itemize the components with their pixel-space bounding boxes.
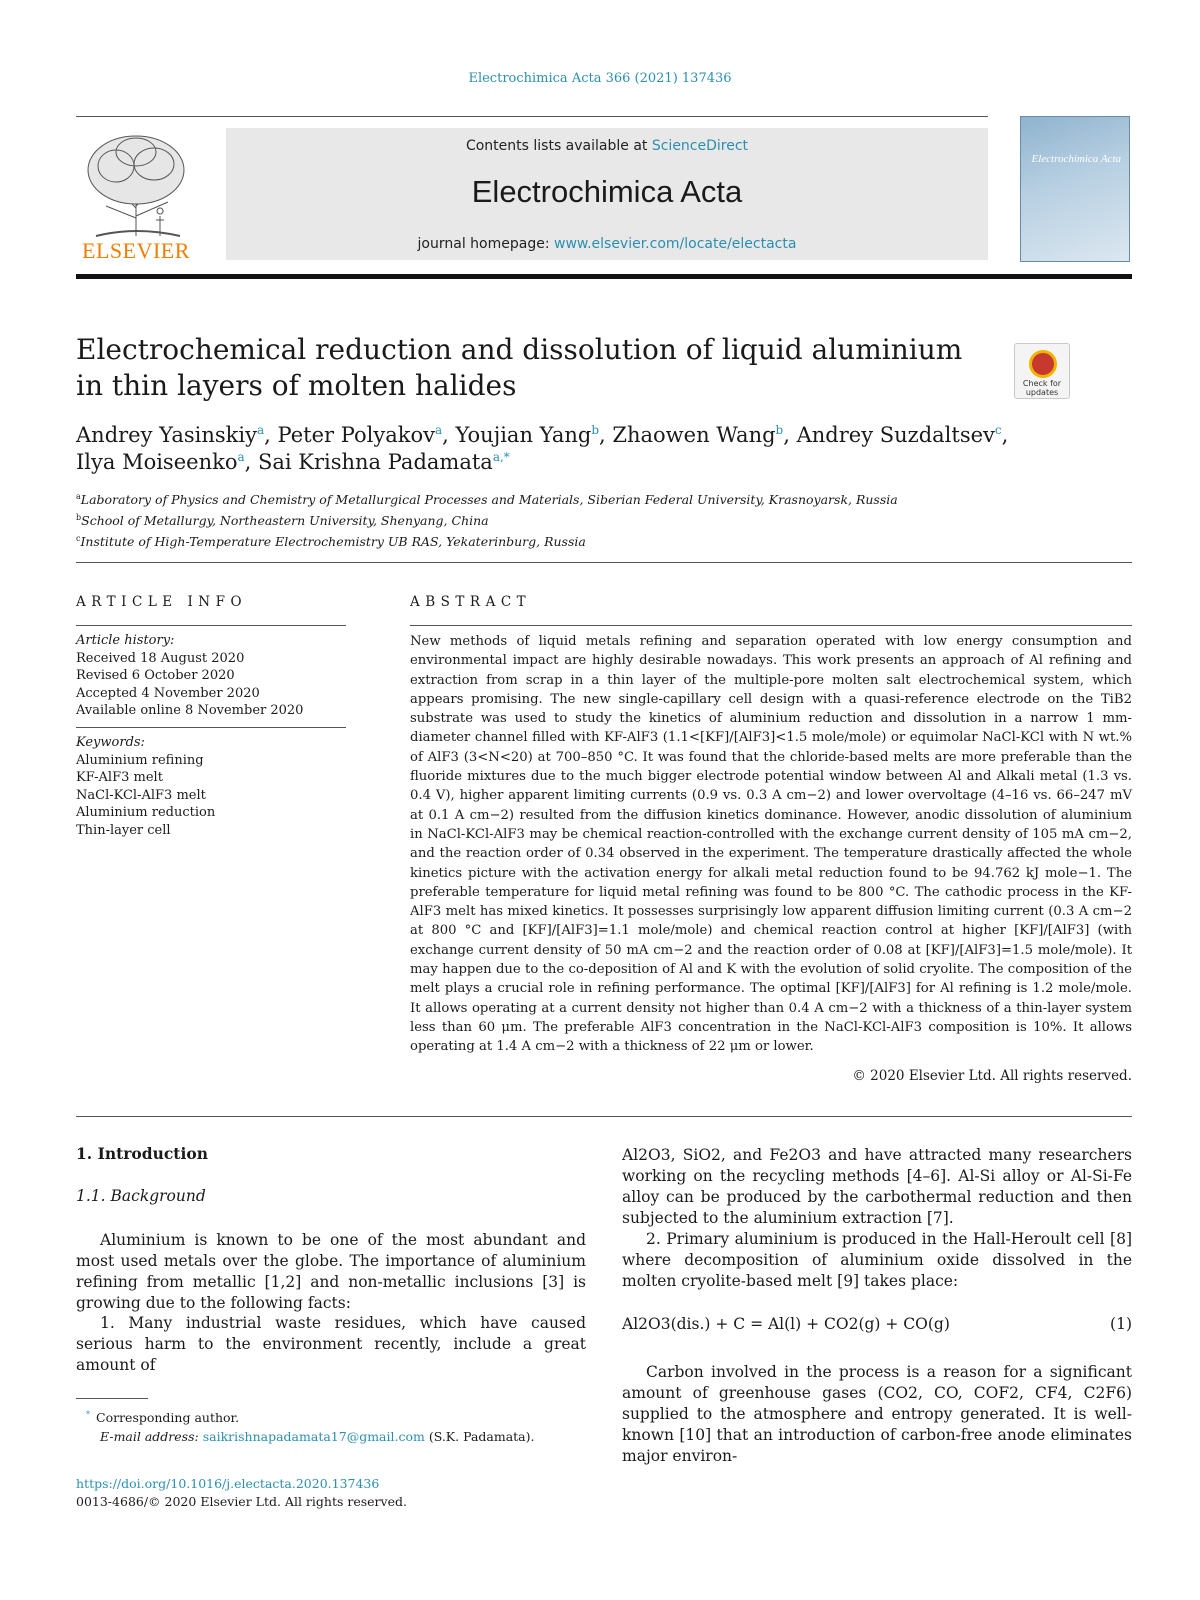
journal-citation[interactable]: Electrochimica Acta 366 (2021) 137436 [468,71,732,86]
email-link[interactable]: saikrishnapadamata17@gmail.com [202,1429,425,1445]
article-info-heading: ARTICLE INFO [76,594,248,610]
body-divider [76,1116,1132,1117]
author-name[interactable]: Andrey Suzdaltsev [796,423,995,447]
author-name[interactable]: Sai Krishna Padamata [257,450,493,474]
contents-line [226,138,988,154]
author-name[interactable]: Zhaowen Wang [612,423,776,447]
keyword-item: KF-AlF3 melt [76,770,163,786]
online-date: Available online 8 November 2020 [76,703,304,719]
affiliation-mark: a [76,492,81,501]
abstract-divider [410,625,1132,626]
author-name[interactable]: Andrey Yasinskiy [76,423,257,447]
author-name[interactable]: Peter Polyakov [277,423,435,447]
affiliation-list [76,488,1076,551]
journal-cover-thumbnail[interactable] [1020,116,1130,262]
author-name[interactable]: Youjian Yang [455,423,592,447]
body-paragraph: 2. Primary aluminium is produced in the Hall-Heroult cell [8] where decomposition of aluminium oxide dissolved in the molten cryolite-based melt [9] takes place: [622,1230,1132,1290]
affiliation-text: Institute of High-Temperature Electrochemistry UB RAS, Yekaterinburg, Russia [80,534,586,550]
keyword-item: NaCl-KCl-AlF3 melt [76,787,206,803]
abstract-heading: ABSTRACT [410,594,532,610]
author-affiliation-mark[interactable]: a [257,423,265,437]
doi-link[interactable]: https://doi.org/10.1016/j.electacta.2020.137436 [76,1476,380,1491]
author-list: Andrey Yasinskiy$^a$, Peter Polyakov$^a$, Youjian Yang$^b$, Zhaowen Wang$^b$, Andrey Suzdaltsev$^c$, Ilya Moiseenko$^a$, Sai Krishna Padamata$^{a,*}$ [76,423,1009,474]
body-paragraph: Al2O3, SiO2, and Fe2O3 and have attracted many researchers working on the recycling methods [4–6]. Al-Si alloy or Al-Si-Fe alloy can be produced by the carbothermal reduction and then subjected to the aluminium extraction [7]. [622,1146,1132,1227]
contents-prefix: Contents lists available at [465,138,652,154]
body-paragraph: Aluminium is known to be one of the most abundant and most used metals over the globe. The importance of aluminium refining from metallic [1,2] and non-metallic inclusions [3] is growing due to the following facts: [76,1231,586,1312]
cover-title: Electrochimica Acta [1031,153,1121,165]
issn-copyright: 0013-4686/© 2020 Elsevier Ltd. All rights reserved. [76,1494,407,1509]
affiliation-item [76,488,1076,509]
accepted-date: Accepted 4 November 2020 [76,685,260,701]
homepage-link[interactable]: www.elsevier.com/locate/electacta [554,236,797,252]
sciencedirect-link[interactable]: ScienceDirect [651,138,749,154]
article-history [76,632,346,720]
body-paragraph: 1. Many industrial waste residues, which have caused serious harm to the environment recently, include a great amount of [76,1314,586,1374]
section-heading: 1. Introduction [76,1144,208,1163]
affiliation-mark: b [76,513,82,523]
check-for-updates-badge[interactable] [1014,343,1070,399]
journal-name: Electrochimica Acta [471,174,743,209]
affiliation-item [76,530,1076,551]
abstract-copyright: © 2020 Elsevier Ltd. All rights reserved. [852,1068,1132,1084]
equation-1 [622,1312,1132,1336]
author-affiliation-mark[interactable]: b [775,423,784,437]
history-label: Article history: [76,633,175,648]
homepage-prefix: journal homepage: [417,236,554,252]
footnote-mark: * [86,1410,90,1419]
footnote-divider [76,1398,148,1399]
keywords-divider [76,727,346,728]
footnotes [76,1405,586,1446]
affiliation-mark: c [76,534,81,544]
affiliation-divider [76,562,1132,563]
header-thick-rule [76,274,1132,279]
elsevier-wordmark: ELSEVIER [82,238,190,263]
abstract-text: New methods of liquid metals refining and separation operated with low energy consumption and environmental impact are highly desirable nowadays. This work presents an approach of Al refining and extraction from scrap in a thin layer of the multiple-pore molten salt electrochemical system, which appears promising. The new single-capillary cell design with a quasi-reference electrode on the TiB2 substrate was used to study the kinetics of aluminium reduction and dissolution in a narrow 1 mm-diameter channel filled with KF-AlF3 (1.1<[KF]/[AlF3]<1.5 mole/mole) or equimolar NaCl-KCl with N wt.% of AlF3 (3<N<20) at 700–850 °C. It was found that the chloride-based melts are more preferable than the fluoride mixtures due to the much bigger electrode potential window between Al and Alkali metal (1.3 vs. 0.4 V), higher apparent limiting currents (0.9 vs. 0.3 A cm−2) and lower overvoltage (4–16 vs. 66–247 mV at 0.1 A cm−2) resulted from the diffusion kinetics dominance. However, anodic dissolution of aluminium in NaCl-KCl-AlF3 may be chemical reaction-controlled with the exchange current density of 105 mA cm−2, and the reaction order of 0.34 observed in the experiment. The temperature drastically affected the whole kinetics picture with the activation energy for alkali metal reduction found to be 94.762 kJ mole−1. The preferable temperature for liquid metal refining was found to be 800 °C. The cathodic process in the KF-AlF3 melt has mixed kinetics. It possesses surprisingly low apparent diffusion limiting current (0.3 A cm−2 at 800 °C and [KF]/[AlF3]=1.1 mole/mole) and chemical reaction control at higher [KF]/[AlF3] (with exchange current density of 50 mA cm−2 and the reaction order of 0.08 at [KF]/[AlF3]=1.5 mole/mole). It may happen due to the co-deposition of Al and K with the evolution of solid cryolite. The composition of the melt plays a crucial role in refining performance. The optimal [KF]/[AlF3] for Al refining is 1.2 mole/mole. It allows operating at a current density not higher than 0.4 A cm−2 with a thickness of a thin-layer system less than 60 μm. The preferable AlF3 concentration in the NaCl-KCl-AlF3 composition is 10%. It allows operating at 1.4 A cm−2 with a thickness of 22 μm or lower. [410,634,1132,1055]
journal-masthead [226,128,988,260]
article-title: Electrochemical reduction and dissolution of liquid aluminium in thin layers of molten halides [76,333,963,402]
author-name[interactable]: Ilya Moiseenko [76,450,238,474]
keyword-item: Aluminium reduction [76,805,216,821]
equation-body: Al2O3(dis.) + C = Al(l) + CO2(g) + CO(g) [622,1315,950,1333]
homepage-line [226,236,988,252]
check-updates-label: Check for updates [1022,379,1062,397]
body-paragraph: Carbon involved in the process is a reason for a significant amount of greenhouse gases (CO2, CO, COF2, CF4, C2F6) supplied to the atmosphere and entropy generated. It is well-known [10] that an introduction of carbon-free anode eliminates major environ- [622,1363,1132,1465]
email-label: E-mail address: [100,1429,199,1445]
affiliation-text: School of Metallurgy, Northeastern University, Shenyang, China [81,513,489,529]
keyword-item: Thin-layer cell [76,822,171,838]
subsection-heading: 1.1. Background [76,1187,206,1205]
author-affiliation-mark[interactable]: a,* [492,450,510,464]
corresponding-author-label: Corresponding author. [96,1410,240,1426]
affiliation-text: Laboratory of Physics and Chemistry of Metallurgical Processes and Materials, Siberian Federal University, Krasnoyarsk, Russia [80,492,898,508]
author-affiliation-mark[interactable]: c [994,423,1002,437]
bookmark-icon [1029,350,1057,378]
email-owner: (S.K. Padamata). [428,1429,535,1445]
header-divider [76,116,988,117]
author-affiliation-mark[interactable]: a [237,450,245,464]
email-note [76,1427,586,1446]
revised-date: Revised 6 October 2020 [76,668,235,684]
keyword-item: Aluminium refining [76,752,204,768]
equation-number: (1) [1110,1315,1132,1333]
keywords-block [76,734,346,840]
corresponding-author-note [76,1405,586,1427]
received-date: Received 18 August 2020 [76,650,245,666]
keywords-label: Keywords: [76,735,145,750]
author-affiliation-mark[interactable]: a [434,423,443,437]
affiliation-item [76,509,1076,530]
article-info-divider [76,625,346,626]
author-affiliation-mark[interactable]: b [591,423,600,437]
